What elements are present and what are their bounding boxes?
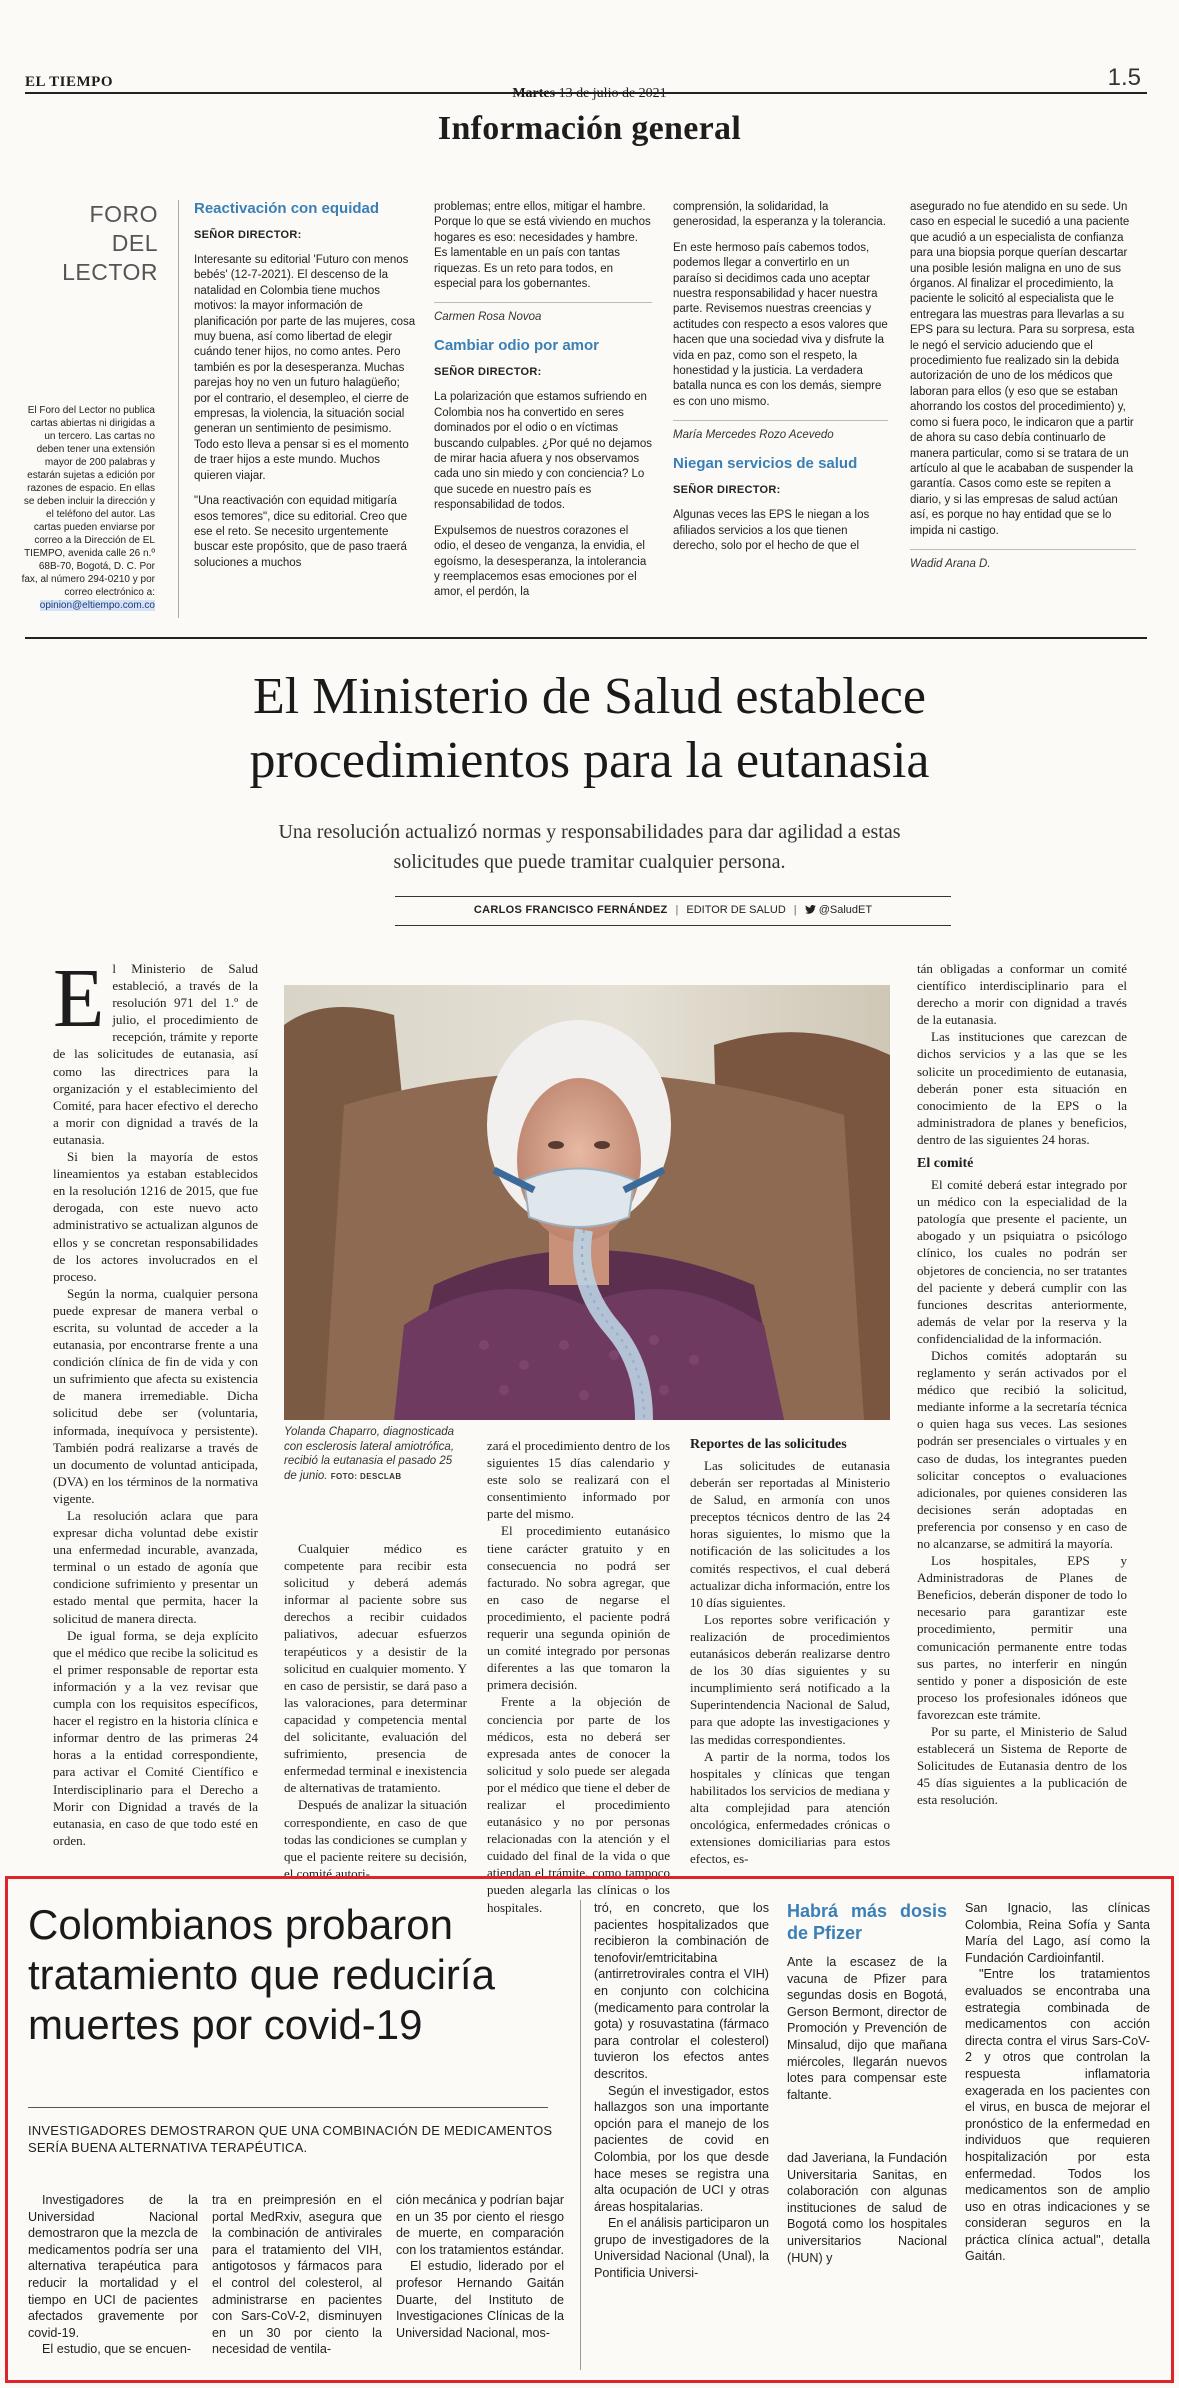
byline-rule bbox=[395, 896, 951, 897]
article-paragraph: Las instituciones que carezcan de dichos servicios y a las que se les solicite un procedimiento de eutanasia, deberán poner esta situación en conocimiento de la EPS o la administradora de planes y beneficios, dentro de las siguientes 24 horas. bbox=[917, 1029, 1127, 1147]
byline-rule bbox=[395, 925, 951, 926]
column-divider bbox=[580, 1900, 581, 2370]
covid-paragraph: Investigadores de la Universidad Nacional demostraron que la mezcla de medicamentos podría ser una alternativa terapéutica para reducir la mortalidad y el tiempo en UCI de pacientes afectados gravemente por covid-19. bbox=[28, 2193, 198, 2340]
letter-2-3-col bbox=[673, 200, 888, 615]
article-headline bbox=[0, 665, 1179, 793]
covid-paragraph: En el análisis participaron un grupo de investigadores de la Universidad Nacional (Unal), la Pontificia Universi- bbox=[594, 2216, 770, 2281]
section-rule bbox=[25, 637, 1147, 639]
article-paragraph: Cualquier médico es competente para recibir esta solicitud y deberá además informar al paciente sobre sus derechos a recibir cuidados paliativos, adecuar esfuerzos terapéuticos y a desistir de la solicitud en cualquier momento. Y en caso de persistir, se dará paso a las valoraciones, para determinar capacidad y competencia mental del solicitante, evaluación del sufrimiento, presencia de enfermedad terminal e inexistencia de alternativas de tratamiento. bbox=[284, 1541, 467, 1796]
covid-paragraph: tró, en concreto, que los pacientes hospitalizados que recibieron la combinación de tenofovir/emtricitabina (antirretrovirales contra el VIH) en conjunto con colchicina (medicamento para controlar la gota) y rosuvastatina (fármaco para controlar el colesterol) tuvieron los efectos antes descritos. bbox=[594, 1901, 769, 2081]
letter-paragraph: En este hermoso país cabemos todos, podemos llegar a convertirlo en un paraíso si decidimos cada uno aceptar nuestra responsabilidad y hacer nuestra parte. Revisemos nuestras creencias y actitudes con respecto a esos valores que hacen que una sociedad viva y disfrute la vida en paz, como son el respeto, la honestidad y la justicia. La verdadera batalla nunca es con los demás, siempre es con uno mismo. bbox=[673, 241, 888, 408]
foro-note-text: El Foro del Lector no publica cartas abiertas ni dirigidas a un tercero. Las cartas no deben tener una extensión mayor de 200 palabras y estarán sujetas a edición por razones de espacio. En ellas se deben incluir la dirección y el teléfono del autor. Las cartas pueden enviarse por correo a la Dirección de EL TIEMPO, avenida calle 26 n.º 68B-70, Bogotá, D. C. Por fax, al número 294-0210 y por correo electrónico a: bbox=[21, 405, 155, 598]
caption-text: Yolanda Chaparro, diagnosticada con esclerosis lateral amiotrófica, recibió la eutanasia el pasado 25 de junio. bbox=[284, 1426, 455, 1482]
twitter-icon bbox=[805, 905, 816, 914]
covid-paragraph: El estudio, liderado por el profesor Hernando Gaitán Duarte, del Instituto de Investigaciones Clínicas de la Universidad Nacional, mos- bbox=[396, 2259, 564, 2340]
letter-paragraph: comprensión, la solidaridad, la generosidad, la esperanza y la tolerancia. bbox=[673, 201, 886, 229]
article-column-5 bbox=[917, 960, 1127, 1875]
letter-salutation: SEÑOR DIRECTOR: bbox=[434, 366, 542, 379]
article-paragraph: Frente a la objeción de conciencia por parte de los médicos, esta no deberá ser expresada antes de conocer la solicitud y solo puede ser alegada por el médico que tiene el deber de realizar el procedimiento eutanásico y no por personas relacionadas con la atención y el cuidado del final de la vida o que atiendan el trámite, como tampoco pueden alegarla las clínicas o los hospitales. bbox=[487, 1694, 670, 1915]
article-paragraph: Los reportes sobre verificación y realización de procedimientos eutanásicos deberán realizarse dentro de los 30 días siguientes y su incumplimiento será notificado a la Superintendencia Nacional de Salud, para que adopte las investigaciones y las medidas correspondientes. bbox=[690, 1611, 890, 1747]
article-paragraph: Por su parte, el Ministerio de Salud establecerá un Sistema de Reporte de Solicitudes de Eutanasia dentro de los 45 días siguientes a la publicación de esta resolución. bbox=[917, 1724, 1127, 1808]
article-paragraph: Dichos comités adoptarán su reglamento y serán activados por el médico que recibió la solicitud, mediante informe a la secretaría técnica o quien haga sus veces. Las sesiones podrán ser presenciales o virtuales y en caso de dudas, los integrantes pueden solicitar conceptos o evaluaciones adicionales, por quienes consideren las decisiones serán adoptadas en preferencia por consenso y en caso de no alcanzarse, se admitirá la mayoría. bbox=[917, 1347, 1127, 1551]
photo-caption bbox=[284, 1425, 459, 1483]
letter-paragraph: Expulsemos de nuestros corazones el odio, el deseo de venganza, la envidia, el egoísmo, la desesperanza, la intolerancia y reemplacemos esas emociones por el amor, el perdón, la bbox=[434, 524, 647, 599]
article-paragraph: A partir de la norma, todos los hospitales y clínicas que tengan habilitados los servicios de mediana y alta complejidad para atención oncológica, enfermedades crónicas o extensiones domiciliarias para estos efectos, es- bbox=[690, 1748, 890, 1867]
article-column-2 bbox=[284, 1540, 467, 1881]
article-paragraph: Las solicitudes de eutanasia deberán ser reportadas al Ministerio de Salud, en armonía con unos preceptos técnicos dentro de las 24 horas siguientes, lo mismo que la notificación de las solicitudes a los comités respectivos, el cual deberá actualizar dicha información, entre los 10 días siguientes. bbox=[690, 1458, 890, 1610]
byline: CARLOS FRANCISCO FERNÁNDEZ | EDITOR DE SALUD | @SaludET bbox=[473, 904, 873, 916]
covid-column-2 bbox=[212, 2192, 382, 2372]
pfizer-text: Ante la escasez de la vacuna de Pfizer para segundas dosis en Bogotá, Gerson Bermont, director de Promoción y Prevención de Minsalud, dijo que mañana miércoles, llegarán nuevos lotes para compensar este faltante. bbox=[787, 1955, 947, 2102]
article-paragraph: zará el procedimiento dentro de los siguientes 15 días calendario y este solo se realizará con el consentimiento informado por parte del mismo. bbox=[487, 1438, 671, 1522]
letter-signature: Wadid Arana D. bbox=[910, 549, 1136, 570]
article-paragraph: Si bien la mayoría de estos lineamientos ya estaban establecidos en la resolución 1216 de 2015, que fue derogada, con este nuevo acto administrativo se actualizan algunos de ellos y se concretan responsabilidades de los actores involucrados en el proceso. bbox=[53, 1149, 258, 1284]
column-divider bbox=[178, 200, 179, 618]
covid-headline: Colombianos probaron tratamiento que reduciría muertes por covid-19 bbox=[28, 1901, 495, 2048]
covid-column-1 bbox=[28, 2192, 198, 2372]
article-column-4 bbox=[690, 1437, 890, 1875]
letter-paragraph: Algunas veces las EPS le niegan a los afiliados servicios a los que tienen derecho, solo por el hecho de que el bbox=[673, 509, 870, 553]
page-number: 1.5 bbox=[1107, 64, 1141, 91]
covid-column-6 bbox=[965, 1900, 1150, 2370]
foro-title: FORO DEL LECTOR bbox=[62, 201, 158, 285]
article-photo bbox=[284, 985, 890, 1420]
newspaper-logo: EL TIEMPO bbox=[25, 74, 113, 90]
covid-column-3 bbox=[396, 2192, 564, 2372]
covid-paragraph: "Entre los tratamientos evaluados se encontraba una estrategia combinada de medicamentos con acción directa contra el virus Sars-CoV-2 y otros que controlan la respuesta inflamatoria exagerada en los pacientes con el virus, en busca de mejorar el pronóstico de la enfermedad en individuos que requieren hospitalización por esta enfermedad. Todos los medicamentos son de amplio uso en otras indicaciones y se consideran seguros en la práctica clínica actual", detalla Gaitán. bbox=[965, 1967, 1150, 2264]
section-title: Información general bbox=[437, 110, 742, 147]
letter-paragraph: asegurado no fue atendido en su sede. Un caso en especial le sucedió a una paciente que acudió a un especialista de confianza para una biopsia porque querían descartar una posible lesión maligna en uno de sus órganos. Al finalizar el procedimiento, la paciente le solicitó al especialista que le entregara las muestras para llevarlas a su EPS para su lectura. Para su sorpresa, esta le negó el servicio aduciendo que el procedimiento fue realizado sin la debida autorización de uno de los médicos que laboran para ellos (y eso que se estaban ahorrando los costos del procedimiento) y, como si fuera poco, le indicaron que a partir de ahora su caso debía continuarlo de manera particular, como si se tratara de un artículo al que le acababan de suspender la garantía. Casos como este se repiten a diario, y si las empresas de salud actúan así, es porque no hay entidad que se lo impida ni castigo. bbox=[910, 201, 1135, 537]
letter-1-col-a bbox=[194, 200, 418, 615]
article-deck bbox=[0, 817, 1179, 877]
date-day: Martes bbox=[512, 86, 556, 101]
article-paragraph: Los hospitales, EPS y Administradoras de Planes de Beneficios, deberán disponer de todo lo necesario para garantizar este procedimiento, permitir una comunicación permanente entre todas sus partes, no interferir en ningún sentido y poner a disposición de este proceso los profesionales idóneos que favorezcan este trámite. bbox=[917, 1553, 1127, 1722]
article-paragraph: De igual forma, se deja explícito que el médico que recibe la solicitud es el primer responsable de reportar esta información y a la vez revisar que cumpla con los requisitos específicos, hacer el registro en la historia clínica e informar dentro de las primeras 24 horas a la entidad correspondiente, para activar el Comité Científico e Interdisciplinario para el Derecho a Morir con Dignidad a través de la eutanasia, en caso de que todo esté en orden. bbox=[53, 1627, 258, 1848]
article-paragraph: La resolución aclara que para expresar dicha voluntad debe existir una enfermedad incurable, avanzada, terminal o un estado de agonía que condicione sufrimiento y presentar un estado mental que permita, hacer la solicitud de manera directa. bbox=[53, 1508, 258, 1626]
article-paragraph: Después de analizar la situación correspondiente, en caso de que todas las condiciones se cumplan y que el paciente reitere su decisión, el comité autori- bbox=[284, 1797, 467, 1881]
dateline bbox=[0, 86, 1179, 102]
covid-paragraph: dad Javeriana, la Fundación Universitaria Sanitas, en colaboración con algunas instituciones de salud de Bogotá como los hospitales universitarios Nacional (HUN) y bbox=[787, 2151, 947, 2265]
photo-credit: FOTO: DESCLAB bbox=[330, 1471, 402, 1481]
article-column-1 bbox=[53, 952, 258, 1875]
letter-salutation: SEÑOR DIRECTOR: bbox=[673, 484, 781, 497]
letter-heading: Reactivación con equidad bbox=[194, 200, 380, 217]
letter-3-col-b bbox=[910, 200, 1136, 615]
covid-deck: INVESTIGADORES DEMOSTRARON QUE UNA COMBINACIÓN DE MEDICAMENTOS SERÍA BUENA ALTERNATIVA TERAPÉUTICA. bbox=[28, 2123, 553, 2155]
foro-email-link[interactable]: opinion@eltiempo.com.co bbox=[39, 600, 155, 611]
article-paragraph: tán obligadas a conformar un comité científico interdisciplinario para el derecho a morir con dignidad a través de la eutanasia. bbox=[917, 961, 1127, 1028]
covid-column-5 bbox=[787, 2150, 947, 2370]
article-headline-text: El Ministerio de Salud establece procedimientos para la eutanasia bbox=[249, 668, 930, 789]
author-role: EDITOR DE SALUD bbox=[686, 904, 786, 916]
letter-1-2-col bbox=[434, 200, 652, 615]
foro-note bbox=[20, 404, 155, 612]
covid-paragraph: San Ignacio, las clínicas Colombia, Reina Sofía y Santa María del Lago, así como la Fundación Cardioinfantil. bbox=[965, 1901, 1150, 1965]
letter-signature: María Mercedes Rozo Acevedo bbox=[673, 420, 888, 441]
covid-paragraph: tra en preimpresión en el portal MedRxiv, asegura que la combinación de antivirales para el tratamiento del VIH, antigotosos y fármacos para el control del colesterol, al administrarse en pacientes con Sars-CoV-2, disminuyen en un 30 por ciento la necesidad de ventila- bbox=[212, 2193, 382, 2357]
pfizer-heading: Habrá más dosis de Pfizer bbox=[787, 1901, 947, 1943]
letter-salutation: SEÑOR DIRECTOR: bbox=[194, 229, 302, 241]
letter-signature: Carmen Rosa Novoa bbox=[434, 302, 652, 323]
covid-paragraph: Según el investigador, estos hallazgos son una importante opción para el manejo de los pacientes de covid en Colombia, por los que desde hace meses se registra una alta ocupación de UCI y otras áreas hospitalarias. bbox=[594, 2083, 769, 2214]
author-name: CARLOS FRANCISCO FERNÁNDEZ bbox=[473, 904, 668, 916]
article-paragraph: El procedimiento eutanásico tiene carácter gratuito y en consecuencia no podrá ser facturado. No sobra agregar, que en caso de negarse el procedimiento, el paciente podrá requerir una segunda opinión de un comité integrado por personas diferentes a las que tomaron la primera decisión. bbox=[487, 1523, 670, 1693]
letter-heading: Niegan servicios de salud bbox=[673, 455, 858, 473]
article-paragraph: El comité deberá estar integrado por un médico con la especialidad de la patología que presente el paciente, un abogado y un psiquiatra o psicólogo clínico, los cuales no podrán ser objetores de conciencia, no ser tratantes del paciente y deberá cumplir con las funciones descritas anteriormente, además de velar por la reserva y la confidencialidad de la información. bbox=[917, 1177, 1127, 1346]
article-subhead: Reportes de las solicitudes bbox=[690, 1437, 847, 1452]
letter-paragraph: "Una reactivación con equidad mitigaría esos temores", dice su editorial. Creo que ese el reto. Se necesito urgentemente buscar este propósito, que de paso traerá soluciones a muchos bbox=[194, 495, 408, 569]
letter-paragraph: problemas; entre ellos, mitigar el hambre. Porque lo que se está viviendo en muchos hogares es eso: necesidades y hambre. Es lamentable en un país con tantas riquezas. Es un reto para todos, en especial para los gobernantes. bbox=[434, 201, 651, 291]
drop-cap: E bbox=[53, 952, 105, 1045]
letter-paragraph: La polarización que estamos sufriendo en Colombia nos ha convertido en seres dominados por el odio o en víctimas buscando culpables. ¿Por qué no dejamos de mirar hacia afuera y nos observamos cada uno sin miedo y con conciencia? Lo que sucede en nuestro país es responsabilidad de todos. bbox=[434, 391, 653, 512]
twitter-handle-link[interactable]: @SaludET bbox=[818, 904, 873, 916]
date-text: 13 de julio de 2021 bbox=[558, 86, 667, 101]
covid-paragraph: ción mecánica y podrían bajar en un 35 por ciento el riesgo de muerte, en comparación con los tratamientos estándar. bbox=[396, 2193, 565, 2257]
article-column-3 bbox=[487, 1437, 671, 1915]
article-paragraph: Según la norma, cualquier persona puede expresar de manera verbal o escrita, su voluntad de acceder a la eutanasia, por encontrarse frente a una condición clínica de fin de vida y con un sufrimiento que afecta su existencia de manera irremediable. Dicha solicitud debe ser (voluntaria, informada, inequívoca y persistente). También podrá realizarse a través de un documento de voluntad anticipada, (DVA) en los términos de la normativa vigente. bbox=[53, 1285, 258, 1506]
photo-illustration bbox=[284, 985, 890, 1420]
covid-column-4 bbox=[594, 1900, 769, 2370]
covid-paragraph: El estudio, que se encuen- bbox=[42, 2342, 192, 2357]
article-deck-text: Una resolución actualizó normas y responsabilidades para dar agilidad a estas solicitudes que puede tramitar cualquier persona. bbox=[278, 821, 901, 873]
letter-heading: Cambiar odio por amor bbox=[434, 337, 600, 355]
covid-headline-rule bbox=[28, 2107, 548, 2108]
article-subhead: El comité bbox=[917, 1156, 974, 1172]
article-paragraph: El Ministerio de Salud estableció, a través de la resolución 971 del 1.º de julio, el procedimiento de recepción, trámite y reporte de las solicitudes de eutanasia, así como las directrices para la organización y el establecimiento del Comité, para hacer efectivo el derecho a morir con dignidad a través de la eutanasia. bbox=[53, 952, 258, 1147]
letter-paragraph: Interesante su editorial 'Futuro con menos bebés' (12-7-2021). El descenso de la natalidad en Colombia tiene muchos motivos: la mayor información de planificación por parte de las mujeres, cosa muy buena, así como libertad de elegir cuándo tener hijos, no como antes. Pero también es por la desesperanza. Muchas parejas hoy no ven un futuro halagüeño; por el contrario, el desempleo, el cierre de empresas, la violencia, la situación social generan un sentimiento de pesimismo. Todo esto lleva a pensar si es el momento de traer hijos a este mundo. Muchos quieren viajar. bbox=[194, 254, 416, 482]
pfizer-sidebar bbox=[787, 1900, 947, 2145]
